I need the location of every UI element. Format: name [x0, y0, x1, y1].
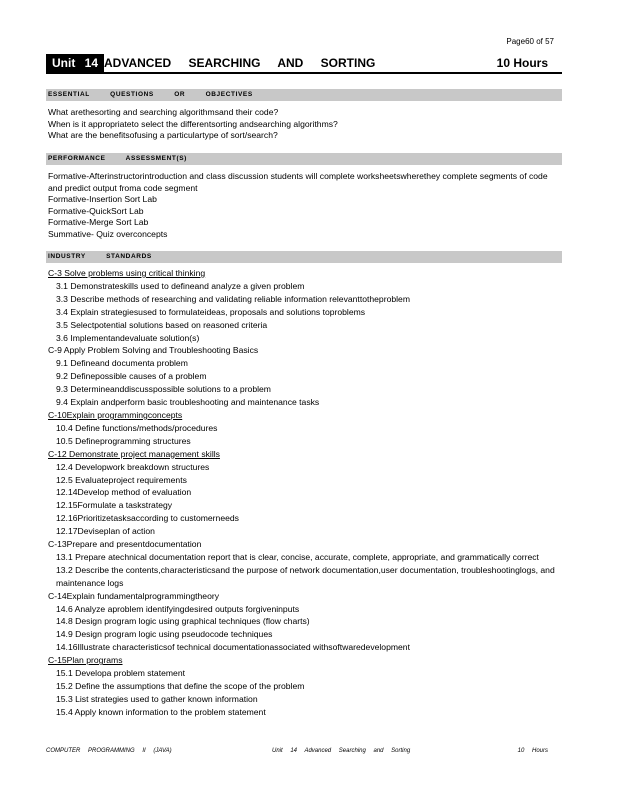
unit-hours: 10 Hours — [496, 56, 548, 70]
standard-heading: C-9 Apply Problem Solving and Troubleshooting Basics — [48, 345, 259, 356]
standard-heading: C-13Prepare and presentdocumentation — [48, 539, 202, 550]
standard-item: 12.16Prioritizetasksaccording to customerneeds — [56, 513, 239, 524]
question-line: What arethesorting and searching algorithmsand their code? — [48, 107, 279, 117]
industry-standards-list — [48, 267, 556, 719]
standard-heading: C-10Explain programmingconcepts — [48, 409, 183, 420]
standard-item: 12.5 Evaluateproject requirements — [56, 474, 187, 485]
standard-item: 3.3 Describe methods of researching and validating reliable information relevanttotheproblem — [56, 293, 410, 304]
performance-assessment-list — [48, 171, 556, 240]
essential-questions-heading: ESSENTIAL QUESTIONS OR OBJECTIVES — [46, 89, 562, 101]
standard-heading: C-12 Demonstrate project management skills — [48, 448, 220, 459]
question-line: What are the benefitsofusing a particulartype of sort/search? — [48, 130, 278, 140]
industry-standards-heading: INDUSTRY STANDARDS — [46, 251, 562, 263]
assessment-line: Formative-Merge Sort Lab — [48, 217, 149, 227]
essential-questions-list — [48, 107, 556, 142]
standard-item: 14.16Illustrate characteristicsof technical documentationassociated withsoftwaredevelopment — [56, 642, 410, 653]
footer-course: COMPUTER PROGRAMMING II (JAVA) — [46, 748, 172, 754]
footer-hours: 10 Hours — [517, 748, 548, 754]
standard-heading: C-3 Solve problems using critical thinking — [48, 268, 206, 278]
question-line: When is it appropriateto select the differentsorting andsearching algorithms? — [48, 118, 338, 129]
standard-item: 13.2 Describe the contents,characteristicsand the purpose of network documentation,user documentation, troubleshootinglogs, and maintenance logs — [56, 564, 555, 588]
performance-assessment-heading: PERFORMANCE ASSESSMENT(S) — [46, 153, 562, 165]
standard-item: 9.4 Explain andperform basic troubleshooting and maintenance tasks — [56, 397, 320, 408]
assessment-line: Formative-Afterinstructorintroduction and class discussion students will complete worksheetswherethey complete segments of code and predict output froma code segment — [48, 171, 548, 193]
standard-item: 12.14Develop method of evaluation — [56, 487, 192, 498]
standard-item: 15.2 Define the assumptions that define the scope of the problem — [56, 681, 305, 691]
unit-header — [46, 53, 562, 74]
standard-item: 15.3 List strategies used to gather known information — [56, 693, 258, 704]
standard-item: 15.1 Developa problem statement — [56, 668, 185, 679]
standard-heading: C-14Explain fundamentalprogrammingtheory — [48, 590, 220, 601]
standard-item: 3.4 Explain strategiesused to formulateideas, proposals and solutions toproblems — [56, 306, 366, 317]
standard-item: 12.4 Developwork breakdown structures — [56, 461, 210, 472]
unit-title: ADVANCED SEARCHING AND SORTING — [104, 56, 376, 70]
footer-unit: Unit 14 Advanced Searching and Sorting — [272, 748, 411, 754]
standard-item: 3.6 Implementandevaluate solution(s) — [56, 332, 200, 343]
assessment-line: Formative-Insertion Sort Lab — [48, 194, 157, 204]
standard-item: 10.5 Defineprogramming structures — [56, 435, 191, 446]
standard-item: 13.1 Prepare atechnical documentation report that is clear, concise, accurate, complete, appropriate, and grammatically correct — [56, 551, 539, 562]
standard-item: 14.6 Analyze aproblem identifyingdesired outputs forgiveninputs — [56, 603, 300, 614]
assessment-line: Summative- Quiz overconcepts — [48, 228, 168, 239]
standard-item: 10.4 Define functions/methods/procedures — [56, 422, 218, 433]
standard-item: 14.9 Design program logic using pseudocode techniques — [56, 629, 273, 640]
standard-item: 9.1 Defineand documenta problem — [56, 358, 188, 369]
standard-item: 12.17Deviseplan of action — [56, 526, 155, 537]
standard-item: 9.2 Definepossible causes of a problem — [56, 371, 207, 382]
standard-item: 15.4 Apply known information to the problem statement — [56, 706, 266, 717]
standard-item: 12.15Formulate a taskstrategy — [56, 500, 173, 511]
standard-item: 9.3 Determineanddiscusspossible solutions to a problem — [56, 384, 271, 395]
standard-item: 3.5 Selectpotential solutions based on reasoned criteria — [56, 319, 268, 330]
assessment-line: Formative-QuickSort Lab — [48, 205, 144, 216]
unit-label: Unit 14 — [46, 54, 104, 72]
page-number: Page60 of 57 — [506, 37, 554, 46]
standard-item: 3.1 Demonstrateskills used to defineand analyze a given problem — [56, 280, 305, 291]
standard-heading: C-15Plan programs — [48, 655, 123, 666]
standard-item: 14.8 Design program logic using graphical techniques (flow charts) — [56, 616, 310, 627]
